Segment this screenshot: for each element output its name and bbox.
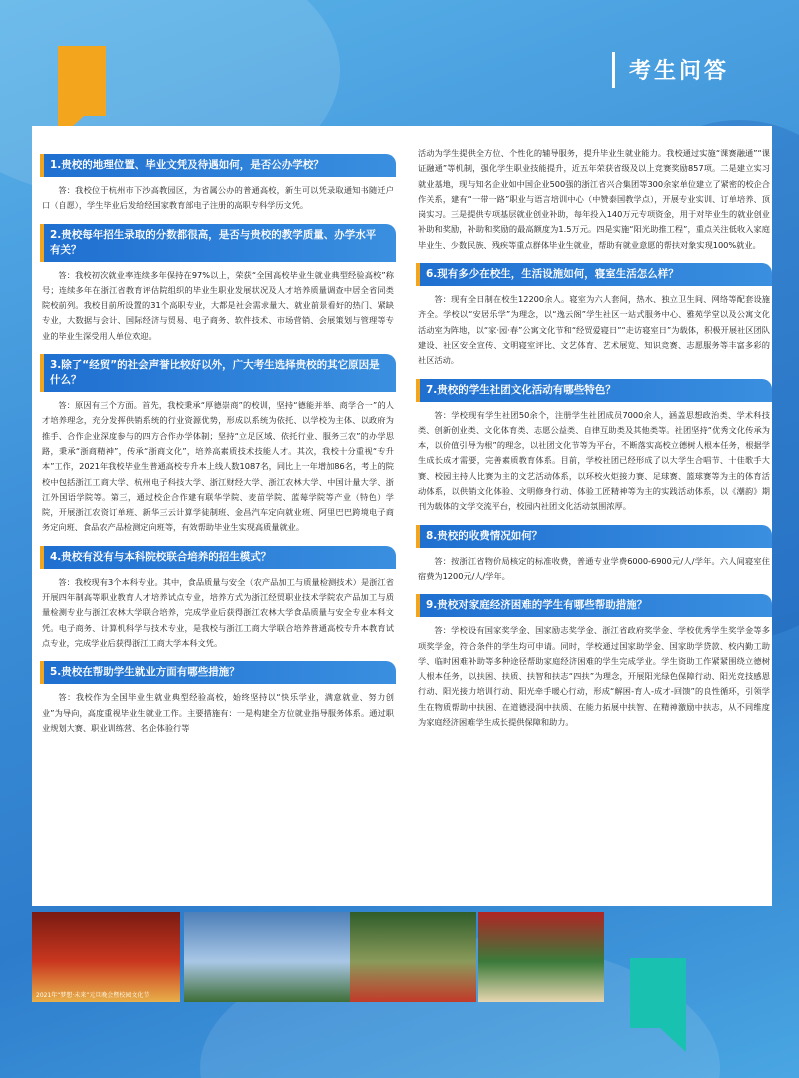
question-heading: 3.除了“经贸”的社会声誉比较好以外，广大考生选择贵校的其它原因是什么？ (40, 354, 396, 392)
question-heading: 5.贵校在帮助学生就业方面有哪些措施？ (40, 661, 396, 684)
answer-text: 答：按浙江省物价局核定的标准收费，普通专业学费6000-6900元/人/学年。六人间寝室住宿费为1200元/人/学年。 (418, 555, 770, 581)
question-heading: 6.现有多少在校生，生活设施如何，寝室生活怎么样？ (416, 263, 772, 286)
answer-text: 答：学校设有国家奖学金、国家励志奖学金、浙江省政府奖学金、学校优秀学生奖学金等多项奖学金，符合条件的学生均可申请。同时，学校通过国家助学金、国家助学贷款、校内勤工助学、临时困难补助等多种途径帮助家庭经济困难的学生完成学业。学生资助工作紧紧围绕立德树人根本任务，以扶困、扶质、扶智和扶志“四扶”为理念，开展阳光绿色保障行动、阳光竞技感恩行动、阳光接力培训行动、阳光牵手暖心行动，形成“解困-育人-成才-回馈”的良性循环，引领学生在物质帮助中扶困、在道德浸润中扶质、在能力拓展中扶智、在精神激励中扶志，从不同维度为家庭经济困难学生成长提供保障和助力。 (418, 625, 770, 728)
qa-item (416, 379, 772, 515)
answer-text: 活动为学生提供全方位、个性化的辅导服务，提升毕业生就业能力。我校通过实施“课赛融通”“课证融通”等机制，强化学生职业技能提升，近五年荣获省级及以上竞赛奖励857项。二是建立实习就业基地，现与知名企业如中国企业500强的浙江省兴合集团等300余家单位建立了紧密的校企合作关系，建有“一带一路”职业与语言培训中心（中赞泰国教学点），开展专业实训、订单培养、顶岗实习。三是提供专项基层就业创业补助，每年投入140万元专项资金，用于对毕业生的就业创业补助和奖励，补助和奖励的最高额度为1.5万元。四是实施“阳光助推工程”，重点关注低收入家庭毕业生、少数民族、残疾等重点群体毕业生就业，帮助有就业意愿的帮扶对象实现100%就业。 (418, 148, 770, 250)
event-photo (32, 912, 180, 1002)
qa-item (416, 525, 772, 585)
event-photo (350, 912, 476, 1002)
question-heading: 8.贵校的收费情况如何？ (416, 525, 772, 548)
qa-item (40, 224, 396, 344)
qa-item (40, 661, 396, 736)
qa-item (40, 354, 396, 536)
answer-text: 答：我校位于杭州市下沙高教园区，为省属公办的普通高校，新生可以凭录取通知书随迁户口（自愿），学生毕业后发给经国家教育部电子注册的高职专科学历文凭。 (42, 185, 394, 211)
left-column (40, 144, 396, 736)
qa-card (32, 126, 772, 906)
question-heading: 2.贵校每年招生录取的分数都很高，是否与贵校的教学质量、办学水平有关？ (40, 224, 396, 262)
qa-item (40, 154, 396, 214)
section-title: 考生问答 (629, 58, 730, 84)
answer-text: 答：我校现有3个本科专业。其中，食品质量与安全（农产品加工与质量检测技术）是浙江省开展四年制高等职业教育人才培养试点专业，培养方式为浙江经贸职业技术学院农产品加工与质量检测专业与浙江农林大学联合培养，完成学业后获得浙江农林大学食品质量与安全专业本科文凭。电子商务、计算机科学与技术专业，是我校与浙江工商大学联合培养普通高校专升本教育试点专业，完成学业后获得浙江工商大学本科文凭。 (42, 576, 394, 648)
answer-text: 答：我校初次就业率连续多年保持在97%以上，荣获“全国高校毕业生就业典型经验高校”称号；连续多年在浙江省教育评估院组织的毕业生职业发展状况及人才培养质量调查中居全省同类院校前列。我校目前所设置的31个高职专业，大都是社会需求量大、就业前景看好的热门、紧缺专业，大数据与会计、国际经济与贸易、电子商务、软件技术、市场营销、会展策划与管理等专业的毕业生深受用人单位欢迎。 (42, 269, 394, 341)
qa-item (40, 546, 396, 651)
qa-item (416, 146, 772, 253)
section-header (612, 52, 742, 88)
answer-text: 答：现有全日制在校生12200余人。寝室为六人套间，热水、独立卫生间、网络等配套设施齐全。学校以“安居乐学”为理念，以“逸云阁”学生社区一站式服务中心、雅苑学堂以及公寓文化活动室为阵地，以“家·园·春”公寓文化节和“经贸爱寝日”“走访寝室日”为载体，积极开展社区团队建设、社区安全宣传、文明寝室评比、文艺体育、艺术展览、知识竞赛、志愿服务等丰富多彩的社区活动。 (418, 294, 770, 366)
qa-item (416, 263, 772, 368)
answer-text: 答：原因有三个方面。首先，我校秉承“厚德崇商”的校训，坚持“德能并举、商学合一”的人才培养理念，充分发挥供销系统的行业资源优势，形成以系统为依托、以学校为主体、以政府为推手、合作企业深度参与的四方合作办学体制；坚持“立足区域、依托行业、服务三农”的办学思路，秉承“浙商精神”，传承“浙商文化”，培养高素质技术技能人才。其次，我校十分重视“专升本”工作，2021年我校毕业生普通高校专升本上线人数1087名，同比上一年增加86名，考上的院校中包括浙江工商大学、杭州电子科技大学、浙江财经大学、浙江农林大学、中国计量大学、浙江外国语学院等。第三，通过校企合作建有联华学院、麦苗学院、蓝莓学院等产业（特色）学院，开展浙江农资订单班、新华三云计算学徒制班、金昌汽车定向就业班、阿里巴巴跨境电子商务定向班、食品农产品检测定向班等，有效帮助毕业生实现高质量就业。 (42, 400, 394, 533)
right-column (416, 146, 772, 730)
answer-text: 答：我校作为全国毕业生就业典型经验高校，始终坚持以“快乐学业，满意就业、努力创业”为导向，高度重视毕业生就业工作。主要措施有：一是构建全方位就业指导服务体系。通过职业规划大赛、职业训练营、名企体验行等 (42, 692, 394, 733)
question-heading: 1.贵校的地理位置、毕业文凭及待遇如何，是否公办学校？ (40, 154, 396, 177)
photo-caption: 2021年“梦想·未来”元旦晚会暨校园文化节 (36, 992, 150, 999)
speech-bubble-decoration (630, 958, 686, 1028)
qa-item (416, 594, 772, 730)
question-heading: 7.贵校的学生社团文化活动有哪些特色？ (416, 379, 772, 402)
event-photo (478, 912, 604, 1002)
question-heading: 9.贵校对家庭经济困难的学生有哪些帮助措施？ (416, 594, 772, 617)
question-heading: 4.贵校有没有与本科院校联合培养的招生模式？ (40, 546, 396, 569)
answer-text: 答：学校现有学生社团50余个，注册学生社团成员7000余人，涵盖思想政治类、学术科技类、创新创业类、文化体育类、志愿公益类、自律互助类及其他类等。社团坚持“优秀文化传承为本，以价值引导为根”的理念，以社团文化节等为平台，不断落实高校立德树人根本任务，根据学生成长成才需要，完善素质教育体系。目前，学校社团已经形成了以大学生合唱节、十佳歌手大赛、校园主持人比赛为主的文艺活动体系，以环校火炬接力赛、足球赛、篮球赛等为主的体育活动体系，以供销文化体验、文明修身行动、体验工匠精神等为主的实践活动体系，以《潮韵》期刊为载体的文学交流平台，校园内社团文化活动氛围浓厚。 (418, 409, 770, 512)
speech-bubble-decoration (58, 46, 106, 116)
event-photo (184, 912, 368, 1002)
